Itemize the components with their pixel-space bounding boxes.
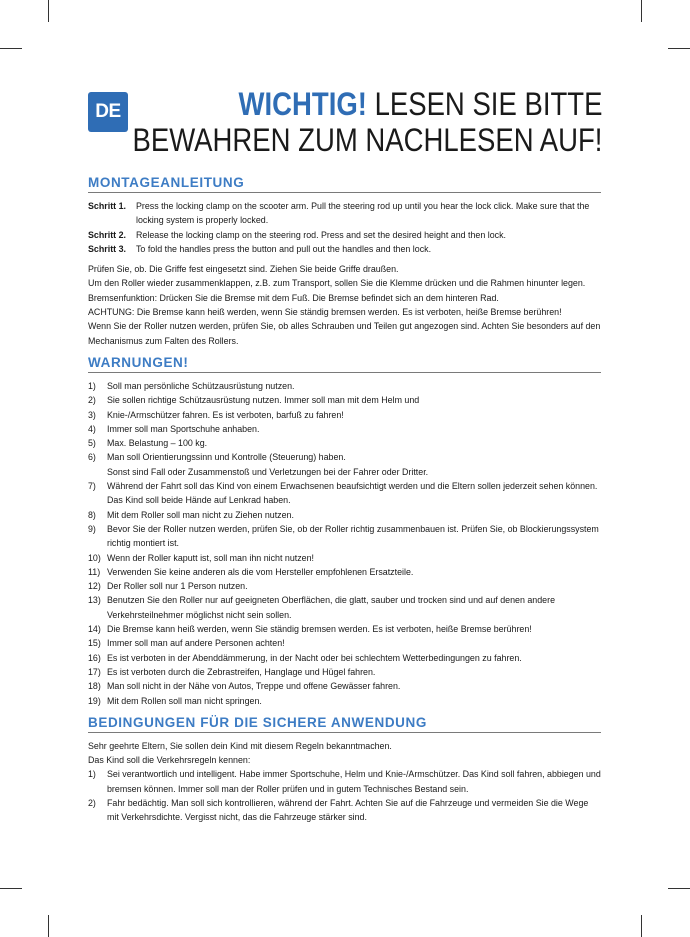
paragraph: Um den Roller wieder zusammenklappen, z.B. zum Transport, sollen Sie die Klemme drücken und die Rahmen hinunter legen. xyxy=(88,278,586,289)
list-item xyxy=(88,622,601,636)
montage-paragraphs xyxy=(88,262,601,348)
step-label: Schritt 1. xyxy=(88,201,126,211)
item-number: 19) xyxy=(88,695,101,706)
step-item xyxy=(88,242,601,256)
item-number: 13) xyxy=(88,595,101,606)
item-number: 3) xyxy=(88,409,96,420)
item-number: 7) xyxy=(88,481,96,492)
list-item xyxy=(88,579,601,593)
item-text: Die Bremse kann heiß werden, wenn Sie ständig bremsen werden. Es ist verboten, heiße Bremse berühren! xyxy=(107,624,532,635)
intro-line: Sehr geehrte Eltern, Sie sollen dein Kind mit diesem Regeln bekanntmachen. xyxy=(88,740,392,751)
item-text: Benutzen Sie den Roller nur auf geeigneten Oberflächen, die glatt, sauber und trocken sind und auf denen andere Verkehrsteilnehmer möglichst nicht sein sollen. xyxy=(107,595,556,620)
item-text: Der Roller soll nur 1 Person nutzen. xyxy=(107,581,248,592)
step-label: Schritt 2. xyxy=(88,229,126,240)
manual-content xyxy=(88,174,601,825)
list-item xyxy=(88,408,601,422)
item-text: Man soll nicht in der Nähe von Autos, Treppe und offene Gewässer fahren. xyxy=(107,681,401,692)
item-text: Mit dem Rollen soll man nicht springen. xyxy=(107,695,262,706)
crop-mark xyxy=(668,888,690,889)
list-item xyxy=(88,796,601,825)
list-item xyxy=(88,565,601,579)
list-item xyxy=(88,651,601,665)
crop-mark xyxy=(641,915,642,937)
item-text xyxy=(107,450,601,479)
list-item xyxy=(88,593,601,622)
item-number: 4) xyxy=(88,423,96,434)
paragraph: Prüfen Sie, ob. Die Griffe fest eingesetzt sind. Ziehen Sie beide Griffe draußen. xyxy=(88,264,399,275)
item-text: Max. Belastung – 100 kg. xyxy=(107,438,208,449)
item-number: 18) xyxy=(88,681,101,692)
crop-mark xyxy=(0,48,22,49)
list-item xyxy=(88,393,601,407)
section-heading-montage: MONTAGEANLEITUNG xyxy=(88,174,601,193)
item-text: Immer soll man auf andere Personen achten! xyxy=(107,638,285,649)
crop-mark xyxy=(641,0,642,22)
item-text: Fahr bedächtig. Man soll sich kontrollieren, während der Fahrt. Achten Sie auf die Fahrzeuge und vermeiden Sie die Wege mit Verkehrsdichte. Vergisst nicht, das die Fahrzeuge stärker sind. xyxy=(107,797,589,823)
crop-mark xyxy=(48,0,49,22)
list-item xyxy=(88,636,601,650)
list-item xyxy=(88,694,601,708)
conditions-list xyxy=(88,739,601,825)
montage-steps xyxy=(88,199,601,348)
list-item xyxy=(88,450,601,479)
step-text: Press the locking clamp on the scooter arm. Pull the steering rod up until you hear the lock click. Make sure that the locking system is properly locked. xyxy=(136,201,590,226)
list-item xyxy=(88,479,601,508)
crop-mark xyxy=(0,888,22,889)
title-line2: BEWAHREN ZUM NACHLESEN AUF! xyxy=(132,122,602,158)
paragraph: Bremsenfunktion: Drücken Sie die Bremse mit dem Fuß. Die Bremse befindet sich an dem hinteren Rad. xyxy=(88,292,499,303)
item-number: 9) xyxy=(88,523,96,534)
list-item xyxy=(88,679,601,693)
item-text: Wenn der Roller kaputt ist, soll man ihn nicht nutzen! xyxy=(107,552,315,563)
item-text: Sei verantwortlich und intelligent. Habe immer Sportschuhe, Helm und Knie-/Armschützer. Das Kind soll fahren, abbiegen und bremsen können. Immer soll man der Roller prüfen und in gutem Technisches Bestand sein. xyxy=(107,769,601,794)
item-number: 14) xyxy=(88,624,101,635)
list-item xyxy=(88,436,601,450)
item-text: Es ist verboten in der Abenddämmerung, in der Nacht oder bei schlechtem Wetterbedingungen zu fahren. xyxy=(107,652,522,663)
item-number: 2) xyxy=(88,395,96,406)
item-text-line: Sonst sind Fall oder Zusammenstoß und Verletzungen bei der Fahrer oder Dritter. xyxy=(107,466,429,477)
warnings-list xyxy=(88,379,601,708)
item-text: Es ist verboten durch die Zebrastreifen, Hanglage und Hügel fahren. xyxy=(107,666,376,677)
step-text: Release the locking clamp on the steering rod. Press and set the desired height and then lock. xyxy=(136,229,507,240)
item-number: 1) xyxy=(88,769,96,780)
item-text: Knie-/Armschützer fahren. Es ist verboten, barfuß zu fahren! xyxy=(107,409,344,420)
item-text: Soll man persönliche Schützausrüstung nutzen. xyxy=(107,380,295,391)
item-number: 6) xyxy=(88,452,96,463)
item-number: 17) xyxy=(88,666,101,677)
item-text-line: Man soll Orientierungssinn und Kontrolle (Steuerung) haben. xyxy=(107,452,346,463)
item-text: Sie sollen richtige Schützausrüstung nutzen. Immer soll man mit dem Helm und xyxy=(107,395,420,406)
list-item xyxy=(88,379,601,393)
paragraph: Wenn Sie der Roller nutzen werden, prüfen Sie, ob alles Schrauben und Teilen gut angezogen sind. Achten Sie besonders auf den Mechanismus zum Falten des Rollers. xyxy=(88,321,601,346)
item-number: 5) xyxy=(88,438,96,449)
step-item xyxy=(88,199,601,228)
item-number: 11) xyxy=(88,566,101,577)
item-number: 2) xyxy=(88,797,96,808)
language-badge: DE xyxy=(88,92,128,132)
step-item xyxy=(88,228,601,242)
section-heading-warnungen: WARNUNGEN! xyxy=(88,354,601,373)
title-highlight: WICHTIG! xyxy=(238,86,367,122)
page-title xyxy=(132,86,602,158)
item-text: Bevor Sie der Roller nutzen werden, prüfen Sie, ob der Roller richtig zusammenbauen ist. Prüfen Sie, ob Blockierungssystem richtig montiert ist. xyxy=(107,523,599,549)
item-text: Immer soll man Sportschuhe anhaben. xyxy=(107,423,260,434)
crop-mark xyxy=(48,915,49,937)
crop-mark xyxy=(668,48,690,49)
list-item xyxy=(88,665,601,679)
step-text: To fold the handles press the button and pull out the handles and then lock. xyxy=(136,243,432,254)
item-number: 16) xyxy=(88,652,101,663)
list-item xyxy=(88,508,601,522)
paragraph: ACHTUNG: Die Bremse kann heiß werden, wenn Sie ständig bremsen werden. Es ist verboten, heiße Bremse berühren! xyxy=(88,307,562,318)
item-number: 10) xyxy=(88,552,101,563)
item-number: 12) xyxy=(88,581,101,592)
section-heading-bedingungen: BEDINGUNGEN FÜR DIE SICHERE ANWENDUNG xyxy=(88,714,601,733)
title-line1: LESEN SIE BITTE xyxy=(366,86,602,122)
step-label: Schritt 3. xyxy=(88,243,126,254)
item-number: 1) xyxy=(88,380,96,391)
list-item xyxy=(88,422,601,436)
list-item xyxy=(88,522,601,551)
intro-line: Das Kind soll die Verkehrsregeln kennen: xyxy=(88,755,251,766)
list-item xyxy=(88,767,601,796)
item-number: 8) xyxy=(88,509,96,520)
item-number: 15) xyxy=(88,638,101,649)
item-text: Mit dem Roller soll man nicht zu Ziehen nutzen. xyxy=(107,509,294,520)
item-text: Verwenden Sie keine anderen als die vom Hersteller empfohlenen Ersatzteile. xyxy=(107,566,414,577)
list-item xyxy=(88,551,601,565)
item-text: Während der Fahrt soll das Kind von einem Erwachsenen beaufsichtigt werden und die Eltern sollen jederzeit sehen können. Das Kind soll beide Hände auf Lenkrad haben. xyxy=(107,481,598,506)
